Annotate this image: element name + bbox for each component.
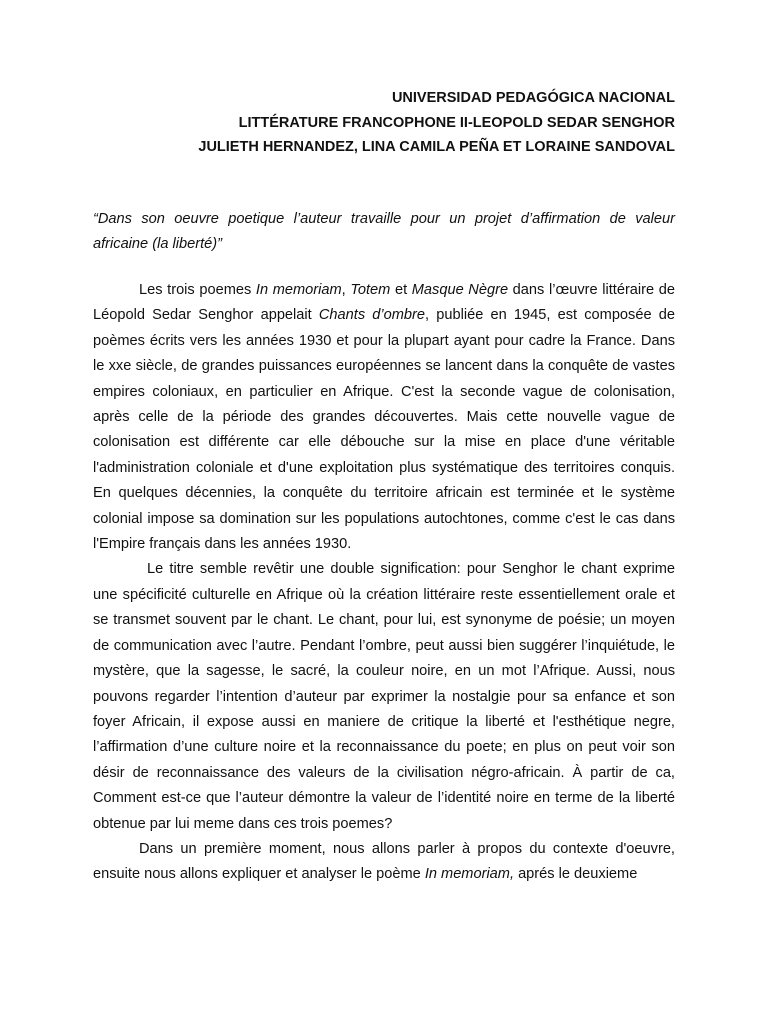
- epigraph-quote: “Dans son oeuvre poetique l’auteur travaille pour un projet d’affirmation de valeur africaine (la liberté)”: [93, 211, 675, 253]
- document-body: [93, 278, 675, 888]
- title-totem: Totem: [350, 282, 391, 298]
- authors-line: JULIETH HERNANDEZ, LINA CAMILA PEÑA ET LORAINE SANDOVAL: [198, 139, 675, 155]
- title-chants-dombre: Chants d’ombre: [318, 307, 426, 324]
- document-header: [93, 86, 675, 160]
- university-name: UNIVERSIDAD PEDAGÓGICA NACIONAL: [391, 90, 675, 106]
- paragraph-3: Dans un première moment, nous allons parler à propos du contexte d'oeuvre, ensuite nous allons expliquer et analyser le poème In memoriam, aprés le deuxieme: [93, 840, 675, 883]
- course-title: LITTÉRATURE FRANCOPHONE II-LEOPOLD SEDAR SENGHOR: [238, 114, 675, 131]
- title-masque-negre: Masque Nègre: [411, 282, 509, 298]
- paragraph-1: Les trois poemes In memoriam, Totem et Masque Nègre dans l’œuvre littéraire de Léopold Sedar Senghor appelait Chants d’ombre, publiée en 1945, est composée de poèmes écrits vers les années 1930 et pour la plupart ayant pour cadre la France. Dans le xxe siècle, de grandes puissances européennes se lancent dans la conquête de vastes empires coloniaux, en particulier en Afrique. C'est la seconde vague de colonisation, après celle de la période des grandes découvertes. Mais cette nouvelle vague de colonisation est différente car elle débouche sur la mise en place d'une véritable l'administration coloniale et d'une exploitation plus systématique des territoires conquis. En quelques décennies, la conquête du territoire africain est terminée et le système colonial impose sa domination sur les populations autochtones, comme c'est le cas dans l'Empire français dans les années 1930.: [93, 282, 675, 553]
- title-in-memoriam: In memoriam: [255, 282, 342, 298]
- paragraph-2: Le titre semble revêtir une double signification: pour Senghor le chant exprime une spécificité culturelle en Afrique où la création littéraire reste essentiellement orale et se transmet souvent par le chant. Le chant, pour lui, est synonyme de poésie; un moyen de communication avec l’autre. Pendant l’ombre, peut aussi bien suggérer l’inquiétude, le mystère, que la sagesse, le sacré, la couleur noire, en un mot l’Afrique. Aussi, nous pouvons regarder l’intention d’auteur par exprimer la nostalgie pour sa enfance et son foyer Africain, il expose aussi en maniere de critique la liberté et l'esthétique negre, l’affirmation d’une culture noire et la reconnaissance du poete; en plus on peut voir son désir de reconnaissance des valeurs de la civilisation négro-africain. À partir de ca, Comment est-ce que l’auteur démontre la valeur de l’identité noire en terme de la liberté obtenue par lui meme dans ces trois poemes?: [93, 561, 675, 832]
- title-in-memoriam-2: In memoriam,: [424, 866, 515, 883]
